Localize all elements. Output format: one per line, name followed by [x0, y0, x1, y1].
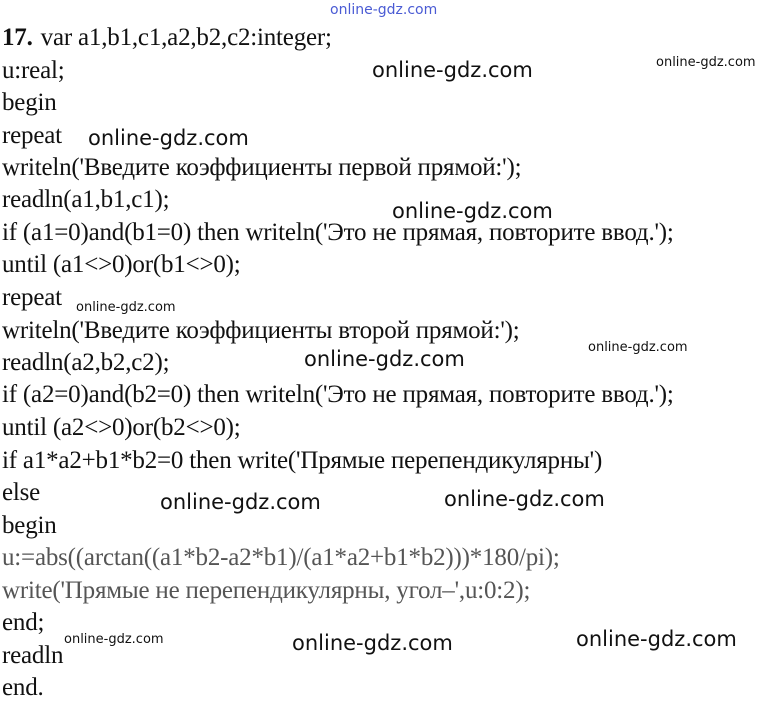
code-line-1: [2, 24, 332, 52]
code-line-19: end;: [2, 609, 45, 636]
code-line-13: until (a2<>0)or(b2<>0);: [2, 414, 241, 441]
code-line-17: u:=abs((arctan((a1*b2-a2*b1)/(a1*a2+b1*b2)))*180/pi);: [2, 544, 560, 571]
code-line-1-text: var a1,b1,c1,a2,b2,c2:integer;: [40, 24, 332, 51]
code-line-4: repeat: [2, 122, 62, 149]
code-line-11: readln(a2,b2,c2);: [2, 349, 170, 376]
watermark: online-gdz.com: [392, 199, 553, 223]
code-line-9: repeat: [2, 284, 62, 311]
watermark: online-gdz.com: [304, 347, 465, 371]
code-line-6: readln(a1,b1,c1);: [2, 186, 170, 213]
code-line-16: begin: [2, 512, 57, 539]
watermark: online-gdz.com: [576, 627, 737, 651]
watermark: online-gdz.com: [292, 631, 453, 655]
code-line-18: write('Прямые не перепендикулярны, угол–',u:0:2);: [2, 577, 531, 604]
code-line-8: until (a1<>0)or(b1<>0);: [2, 251, 241, 278]
watermark: online-gdz.com: [64, 632, 164, 647]
watermark: online-gdz.com: [372, 58, 533, 82]
code-line-20: readln: [2, 642, 64, 669]
task-number: 17.: [2, 24, 33, 51]
watermark: online-gdz.com: [76, 300, 176, 315]
watermark: online-gdz.com: [88, 126, 249, 150]
watermark: online-gdz.com: [656, 55, 756, 70]
code-line-15: else: [2, 479, 41, 506]
code-line-7: if (a1=0)and(b1=0) then writeln('Это не прямая, повторите ввод.');: [2, 219, 674, 246]
watermark: online-gdz.com: [444, 487, 605, 511]
code-line-3: begin: [2, 89, 57, 116]
code-line-2: u:real;: [2, 57, 65, 84]
watermark-top: online-gdz.com: [330, 2, 438, 18]
watermark: online-gdz.com: [588, 340, 688, 355]
code-line-5: writeln('Введите коэффициенты первой прямой:');: [2, 154, 522, 181]
code-line-12: if (a2=0)and(b2=0) then writeln('Это не прямая, повторите ввод.');: [2, 381, 674, 408]
watermark: online-gdz.com: [160, 490, 321, 514]
code-line-21: end.: [2, 674, 44, 701]
code-line-10: writeln('Введите коэффициенты второй прямой:');: [2, 317, 520, 344]
code-line-14: if a1*a2+b1*b2=0 then write('Прямые перепендикулярны'): [2, 447, 603, 474]
